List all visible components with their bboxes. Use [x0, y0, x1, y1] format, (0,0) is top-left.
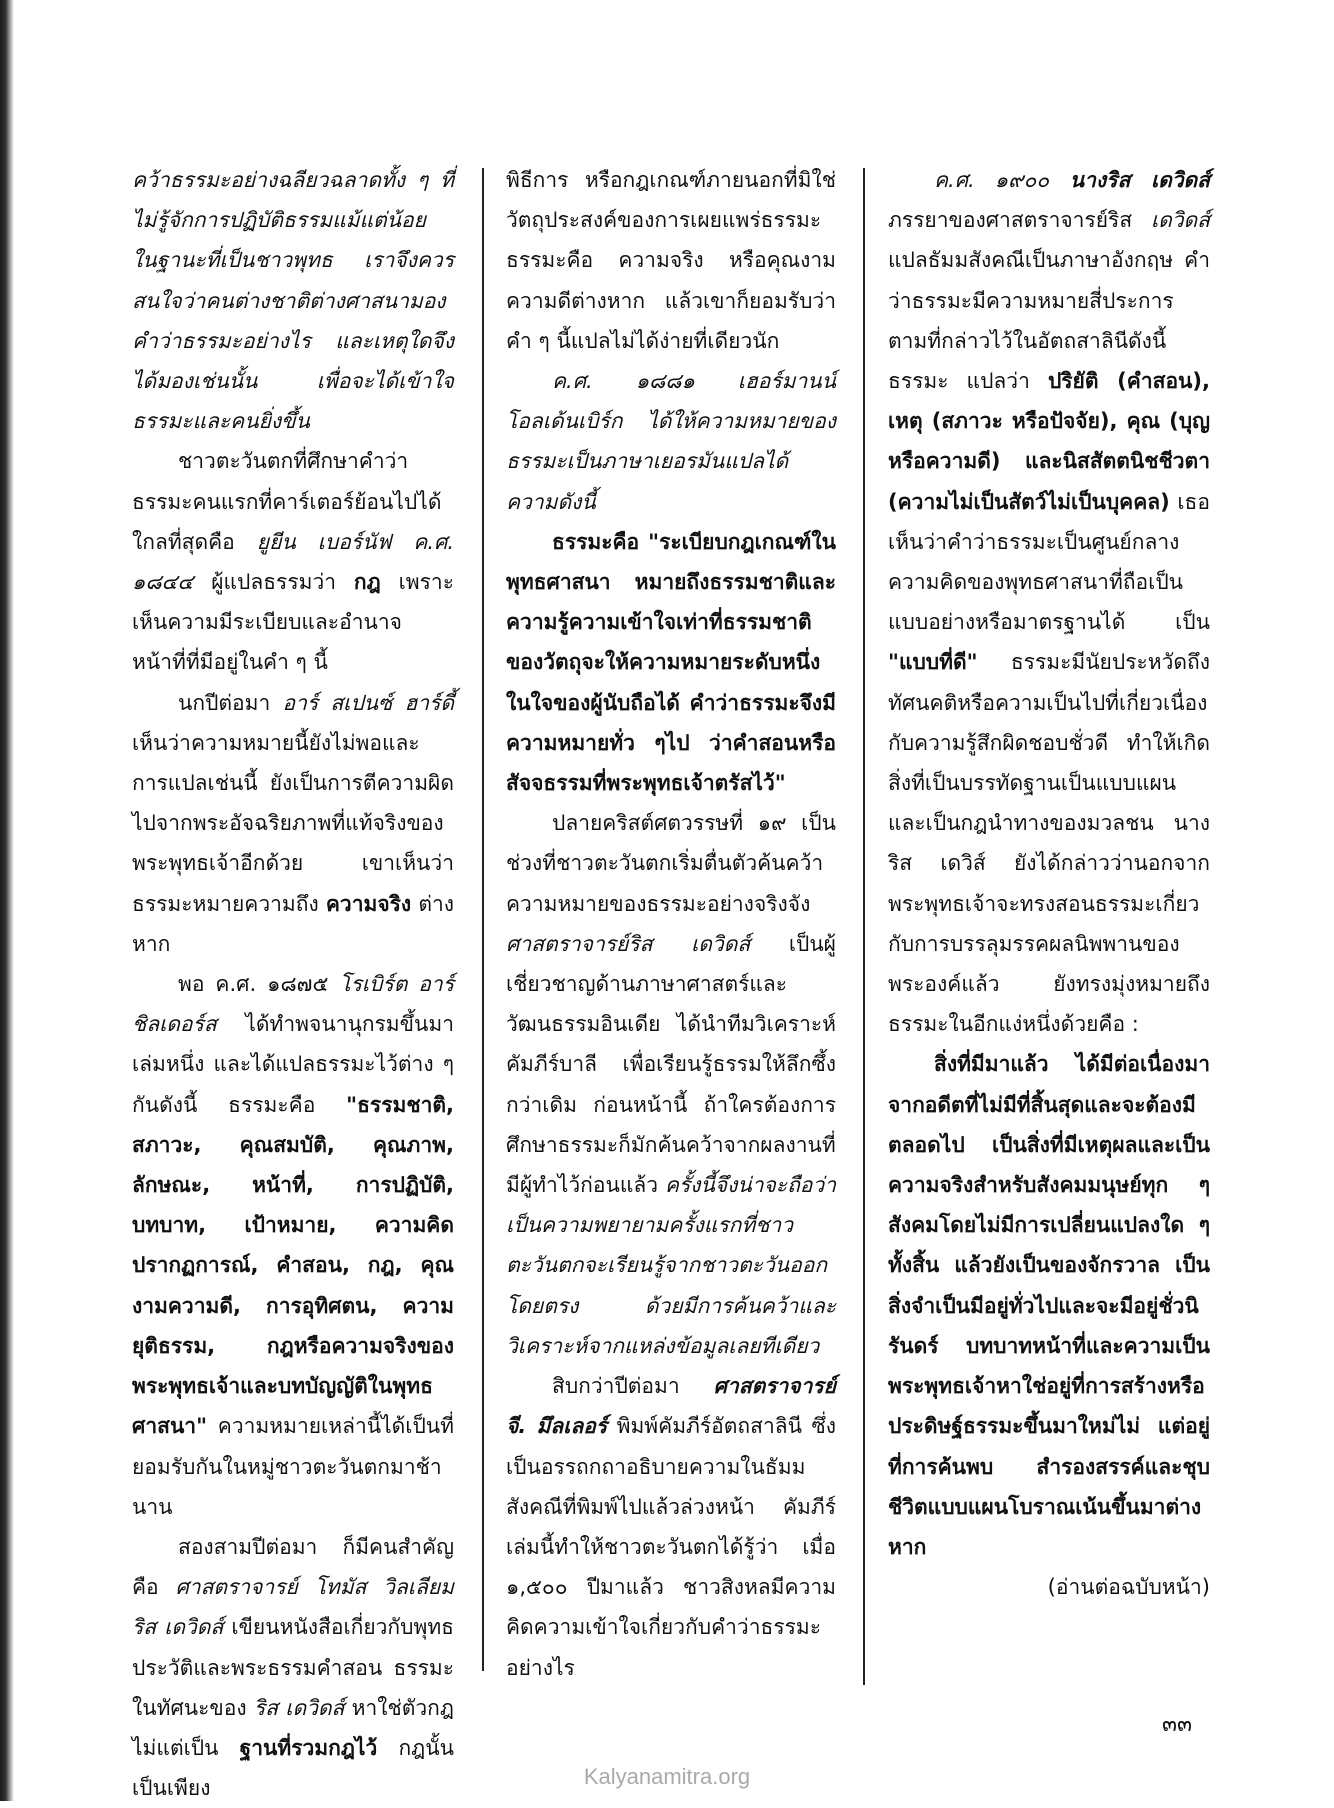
- text-span: เห็นว่าความหมายนี้ยังไม่พอและการแปลเช่นนี้ ยังเป็นการตีความผิดไปจากพระอัจฉริยภาพที่แท้จริงของพระพุทธเจ้าอีกด้วย เขาเห็นว่าธรรมะหมายความถึง: [132, 730, 454, 916]
- text-span: ภรรยาของศาสตราจารย์ริส: [888, 208, 1151, 233]
- text-span: ผู้แปลธรรมว่า: [193, 570, 354, 595]
- text-span: ความหมายเหล่านี้ได้เป็นที่ยอมรับกันในหมู่ชาวตะวันตกมาช้านาน: [132, 1414, 454, 1519]
- paragraph: [506, 1366, 836, 1688]
- definition-quote: สิ่งที่มีมาแล้ว ได้มีต่อเนื่องมาจากอดีตที่ไม่มีที่สิ้นสุดและจะต้องมีตลอดไป เป็นสิ่งที่มีเหตุผลและเป็นความจริงสำหรับสังคมมนุษย์ทุก ๆ สังคมโดยไม่มีการเปลี่ยนแปลงใด ๆ ทั้งสิ้น แล้วยังเป็นของจักรวาล เป็นสิ่งจำเป็นมีอยู่ทั่วไปและจะมีอยู่ชั่วนิรันดร์ บทบาทหน้าที่และความเป็นพระพุทธเจ้าหาใช่อยู่ที่การสร้างหรือประดิษฐ์ธรรมะขึ้นมาใหม่ไม่ แต่อยู่ที่การค้นพบ สำรองสรรค์และชุบชีวิตแบบแผนโบราณเน้นขึ้นมาต่างหาก: [888, 1052, 1210, 1559]
- text-span: พอ ค.ศ. ๑๘๗๕: [178, 972, 340, 997]
- text-column-right: [888, 160, 1210, 1607]
- text-span: เป็นผู้เชี่ยวชาญด้านภาษาศาสตร์และวัฒนธรรมอินเดีย ได้นำทีมวิเคราะห์คัมภีร์บาลี เพื่อเรียนรู้ธรรมให้ลึกซึ้งกว่าเดิม ก่อนหน้านี้ ถ้าใครต้องการศึกษาธรรมะก็มักค้นคว้าจากผลงานที่มีผู้ทำไว้ก่อนแล้ว: [506, 931, 836, 1198]
- paragraph: พิธีการ หรือกฎเกณฑ์ภายนอกที่มิใช่วัตถุประสงค์ของการเผยแพร่ธรรมะ ธรรมะคือ ความจริง หรือคุณงามความดีต่างหาก แล้วเขาก็ยอมรับว่าคำ ๆ นี้แปลไม่ได้ง่ายที่เดียวนัก: [506, 168, 836, 353]
- key-term: ฐานที่รวมกฎไว้: [239, 1735, 378, 1760]
- text-span: สิบกว่าปีต่อมา: [552, 1374, 714, 1399]
- person-name: เฮอร์มานน์ โอลเด้นเบิร์ก: [506, 369, 836, 434]
- key-terms: ปริยัติ (คำสอน), เหตุ (สภาวะ หรือปัจจัย), คุณ (บุญหรือความดี) และนิสสัตตนิชชีวตา (ความไม่เป็นสัตว์ไม่เป็นบุคคล): [888, 369, 1210, 514]
- text-span: ได้ให้ความหมายของธรรมะเป็นภาษาเยอรมันแปลได้ความดังนี้: [506, 409, 836, 514]
- emphasis-text: ครั้งนี้จึงน่าจะถือว่าเป็นความพยายามครั้งแรกที่ชาวตะวันตกจะเรียนรู้จากชาวตะวันออกโดยตรง ด้วยมีการค้นคว้าและวิเคราะห์จากแหล่งข้อมูลเลยทีเดียว: [506, 1173, 836, 1358]
- text-span: พิมพ์คัมภีร์อัตถสาลินี ซึ่งเป็นอรรถกถาอธิบายความในธัมมสังคณีที่พิมพ์ไปแล้วล่วงหน้า คัมภีร์เล่มนี้ทำให้ชาวตะวันตกได้รู้ว่า เมื่อ ๑,๕๐๐ ปีมาแล้ว ชาวสิงหลมีความคิดความเข้าใจเกี่ยวกับคำว่าธรรมะอย่างไร: [506, 1414, 836, 1680]
- paragraph: [888, 160, 1210, 1044]
- text-span: ธรรมะมีนัยประหวัดถึงทัศนคติหรือความเป็นไปที่เกี่ยวเนื่องกับความรู้สึกผิดชอบชั่วดี ทำให้เกิดสิ่งที่เป็นบรรทัดฐานเป็นแบบแผน และเป็นกฎนำทางของมวลชน นางริส เดวิส์ ยังได้กล่าวว่านอกจากพระพุทธเจ้าจะทรงสอนธรรมะเกี่ยวกับการบรรลุมรรคผลนิพพานของพระองค์แล้ว ยังทรงมุ่งหมายถึงธรรมะในอีกแง่หนึ่งด้วยคือ :: [888, 650, 1210, 1037]
- paragraph: [506, 803, 836, 1366]
- column-divider: [482, 168, 484, 1671]
- text-span: กฎนั้นเป็นเพียง: [132, 1735, 454, 1801]
- text-span: หาใช่ตัวกฎไม่แต่เป็น: [132, 1695, 454, 1760]
- paragraph: [132, 964, 454, 1527]
- text-span: เพราะเห็นความมีระเบียบและอำนาจหน้าที่ที่มีอยู่ในคำ ๆ นี้: [132, 570, 454, 675]
- person-name: อาร์ สเปนซ์ ฮาร์ดี้: [282, 690, 454, 715]
- text-span: เธอเห็นว่าคำว่าธรรมะเป็นศูนย์กลางความคิดของพุทธศาสนาที่ถือเป็นแบบอย่างหรือมาตรฐานได้ เป็น: [888, 489, 1210, 635]
- key-term: กฎ: [353, 570, 381, 595]
- year: ค.ศ. ๑๘๘๑: [552, 369, 695, 394]
- text-span: ชาวตะวันตกที่ศึกษาคำว่าธรรมะคนแรกที่คาร์เตอร์ย้อนไปได้ใกลที่สุดคือ: [132, 449, 442, 554]
- definition-quote: ธรรมะคือ "ระเบียบกฎเกณฑ์ในพุทธศาสนา หมายถึงธรรมชาติและความรู้ความเข้าใจเท่าที่ธรรมชาติของวัตถุจะให้ความหมายระดับหนึ่งในใจของผู้นับถือได้ คำว่าธรรมะจึงมีความหมายทั่ว ๆไป ว่าคำสอนหรือสัจจธรรมที่พระพุทธเจ้าตรัสไว้": [506, 529, 836, 796]
- definition-quote: "ธรรมชาติ, สภาวะ, คุณสมบัติ, คุณภาพ, ลักษณะ, หน้าที่, การปฏิบัติ, บทบาท, เป้าหมาย, ความคิด ปรากฏการณ์, คำสอน, กฎ, คุณงามความดี, การอุทิศตน, ความยุติธรรม, กฎหรือความจริงของพระพุทธเจ้าและบทบัญญัติในพุทธศาสนา": [132, 1092, 454, 1439]
- text-span: เขียนหนังสือเกี่ยวกับพุทธประวัติและพระธรรมคำสอน ธรรมะในทัศนะของ: [132, 1615, 454, 1720]
- key-term: "แบบที่ดี": [888, 650, 978, 675]
- continued-note: (อ่านต่อฉบับหน้า): [1047, 1575, 1210, 1600]
- page-number: ๓๓: [1162, 1712, 1193, 1737]
- person-name: ริส เดวิดส์: [253, 1695, 345, 1720]
- text-span: ได้ทำพจนานุกรมขึ้นมาเล่มหนึ่ง และได้แปลธรรมะไว้ต่าง ๆ กันดังนี้ ธรรมะคือ: [132, 1012, 454, 1117]
- text-column-middle: [506, 160, 836, 1688]
- paragraph: คว้าธรรมะอย่างฉลียวฉลาดทั้ง ๆ ที่ไม่รู้จักการปฏิบัติธรรมแม้แต่น้อย ในฐานะที่เป็นชาวพุทธ เราจึงควรสนใจว่าคนต่างชาติต่างศาสนามองคำว่าธรรมะอย่างไร และเหตุใดจึงได้มองเช่นนั้น เพื่อจะได้เข้าใจธรรมะและคนยิ่งขึ้น: [132, 168, 454, 434]
- person-name: ศาสตราจารย์ริส เดวิดส์: [506, 931, 751, 956]
- text-column-left: [132, 160, 454, 1808]
- year: ค.ศ. ๑๙๐๐: [934, 168, 1050, 192]
- watermark: Kalyanamitra.org: [583, 1764, 751, 1789]
- text-span: แปลธัมมสังคณีเป็นภาษาอังกฤษ คำว่าธรรมะมีความหมายสี่ประการ ตามที่กล่าวไว้ในอัตถสาลินีดังนี้ ธรรมะ แปลว่า: [888, 248, 1210, 394]
- key-term: ความจริง: [325, 891, 412, 916]
- person-name: ศาสตราจารย์ โทมัส วิลเลียม ริส เดวิดส์: [132, 1575, 454, 1640]
- scan-edge-shadow: [0, 0, 14, 1801]
- text-span: สองสามปีต่อมา ก็มีคนสำคัญคือ: [132, 1534, 454, 1600]
- paragraph: [132, 441, 454, 682]
- person-name: ศาสตราจารย์ จี. มึลเลอร์: [506, 1374, 836, 1439]
- paragraph: [506, 361, 836, 522]
- paragraph: [132, 683, 454, 964]
- text-span: ต่างหาก: [132, 891, 455, 956]
- person-name: โรเบิร์ต อาร์ ชิลเดอร์ส: [132, 972, 454, 1037]
- person-name: นางริส เดวิดส์: [1049, 168, 1211, 192]
- person-name: เดวิดส์: [1150, 208, 1210, 233]
- text-span: ปลายคริสต์ศตวรรษที่ ๑๙ เป็นช่วงที่ชาวตะวันตกเริ่มตื่นตัวค้นคว้าความหมายของธรรมะอย่างจริงจัง: [506, 811, 836, 916]
- person-name: ยูยีน เบอร์นัฟ ค.ศ. ๑๘๔๔: [132, 529, 454, 595]
- text-span: นกปีต่อมา: [178, 690, 283, 715]
- column-divider: [863, 168, 865, 1685]
